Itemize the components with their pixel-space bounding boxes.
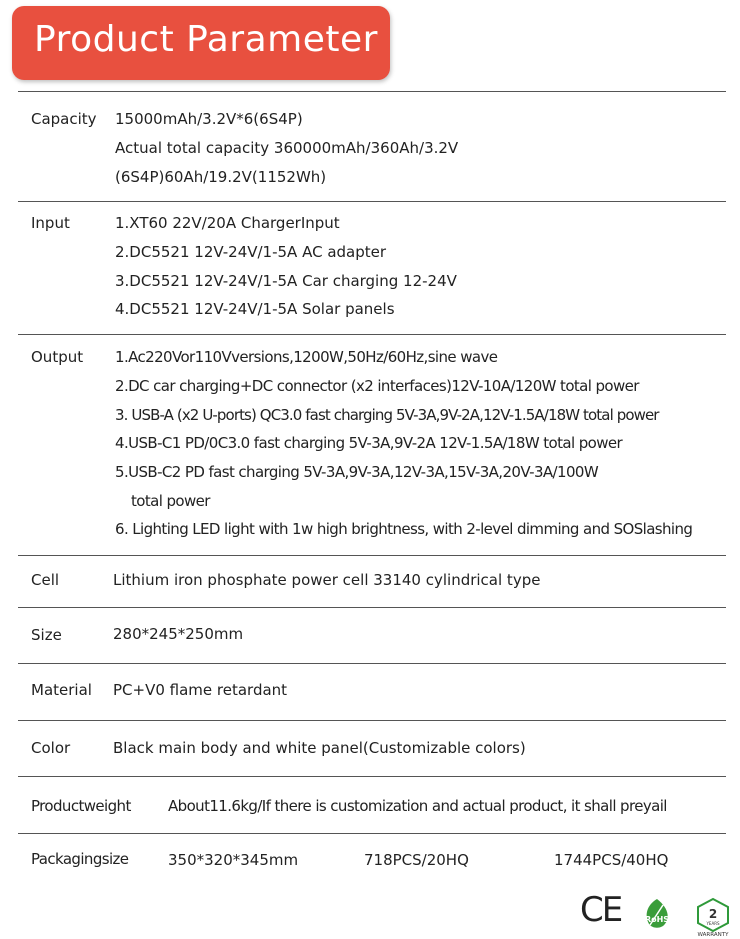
spec-value-color: Black main body and white panel(Customizable colors)	[113, 739, 526, 757]
spec-value-packaging-dimensions: 350*320*345mm	[168, 851, 299, 869]
spec-value-line: 2.DC5521 12V-24V/1-5A AC adapter	[115, 243, 387, 261]
spec-value-material: PC+V0 flame retardant	[113, 681, 288, 699]
spec-value-packaging-40hq: 1744PCS/40HQ	[554, 851, 669, 869]
page-title: Product Parameter	[34, 19, 378, 60]
spec-value-line: 15000mAh/3.2V*6(6S4P)	[115, 110, 303, 128]
spec-row-capacity	[18, 92, 726, 202]
ce-mark-icon: CE	[580, 890, 622, 930]
spec-label-weight: Productweight	[31, 797, 131, 815]
spec-label-material: Material	[31, 681, 92, 699]
rohs-text: RoHS	[644, 915, 670, 924]
spec-value-line: 1.Ac220Vor110Vversions,1200W,50Hz/60Hz,sine wave	[115, 348, 498, 366]
spec-label-color: Color	[31, 739, 71, 757]
spec-value-line: 4.USB-C1 PD/0C3.0 fast charging 5V-3A,9V-2A 12V-1.5A/18W total power	[115, 434, 623, 452]
warranty-years-label: YEARS	[706, 921, 720, 926]
spec-row-packaging	[18, 834, 726, 890]
spec-value-line: 4.DC5521 12V-24V/1-5A Solar panels	[115, 300, 395, 318]
warranty-badge-icon	[695, 897, 731, 937]
spec-row-size	[18, 608, 726, 664]
spec-value-line: 5.USB-C2 PD fast charging 5V-3A,9V-3A,12V-3A,15V-3A,20V-3A/100W	[115, 463, 599, 481]
product-parameter-banner	[12, 6, 390, 80]
spec-value-cell: Lithium iron phosphate power cell 33140 cylindrical type	[113, 571, 541, 589]
spec-value-weight: About11.6kg/If there is customization and actual product, it shall preyail	[168, 797, 667, 815]
spec-label-cell: Cell	[31, 571, 60, 589]
rohs-leaf-icon	[641, 897, 673, 931]
spec-value-packaging-20hq: 718PCS/20HQ	[364, 851, 469, 869]
spec-row-material	[18, 664, 726, 721]
spec-label-output: Output	[31, 348, 84, 366]
spec-value-line: 6. Lighting LED light with 1w high brightness, with 2-level dimming and SOSlashing	[115, 520, 693, 538]
spec-value-line: 1.XT60 22V/20A ChargerInput	[115, 214, 340, 232]
spec-value-line: Actual total capacity 360000mAh/360Ah/3.2V	[115, 139, 459, 157]
spec-label-size: Size	[31, 626, 62, 644]
warranty-years: 2	[708, 907, 718, 921]
spec-label-capacity: Capacity	[31, 110, 97, 128]
spec-row-input	[18, 202, 726, 335]
spec-value-line: 3.DC5521 12V-24V/1-5A Car charging 12-24V	[115, 272, 457, 290]
spec-row-color	[18, 721, 726, 777]
spec-row-weight	[18, 777, 726, 834]
spec-row-output	[18, 335, 726, 556]
spec-value-line: (6S4P)60Ah/19.2V(1152Wh)	[115, 168, 327, 186]
spec-label-packaging: Packagingsize	[31, 850, 129, 868]
spec-value-line: total power	[131, 492, 210, 510]
spec-label-input: Input	[31, 214, 70, 232]
spec-row-cell	[18, 556, 726, 608]
spec-value-line: 2.DC car charging+DC connector (x2 interfaces)12V-10A/120W total power	[115, 377, 639, 395]
spec-value-size: 280*245*250mm	[113, 625, 244, 643]
spec-value-line: 3. USB-A (x2 U-ports) QC3.0 fast charging 5V-3A,9V-2A,12V-1.5A/18W total power	[115, 406, 659, 424]
warranty-label: WARRANTY	[697, 932, 729, 937]
